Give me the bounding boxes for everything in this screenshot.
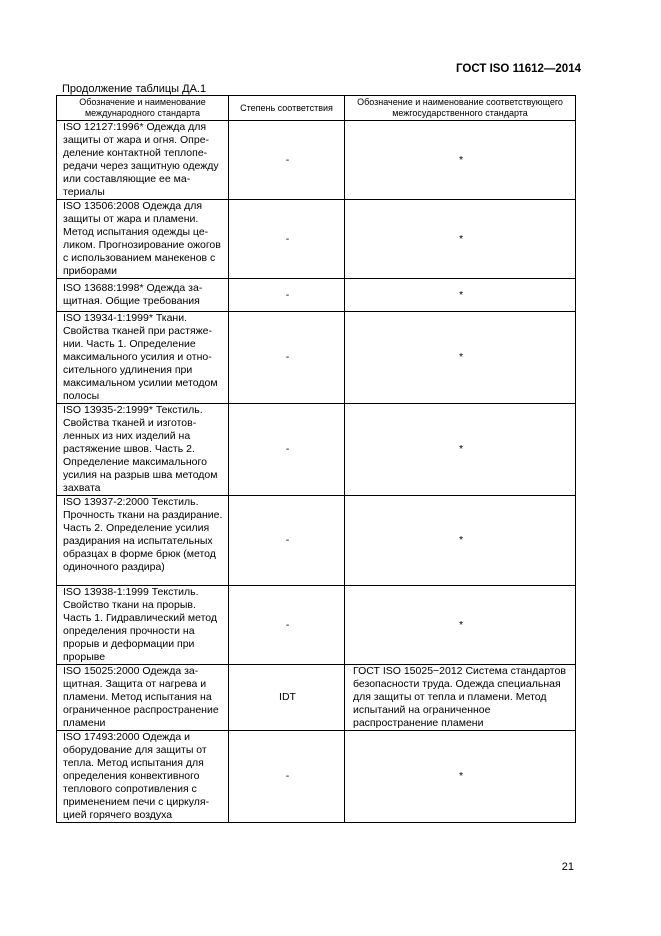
column-header-interstate: Обозначение и наименование соответствующего межгосударственного стандарта bbox=[345, 96, 576, 121]
cell-equivalent: * bbox=[345, 121, 576, 200]
cell-equivalent: * bbox=[345, 586, 576, 665]
cell-equivalent: * bbox=[345, 496, 576, 586]
cell-standard: ISO 13938-1:1999 Текстиль. Свойство ткани на прорыв. Часть 1. Гидравлический метод определения прочности на прорыв и деформации при прорыве bbox=[57, 586, 229, 665]
table-row bbox=[57, 279, 576, 312]
cell-equivalent: ГОСТ ISO 15025−2012 Система стандартов безопасности труда. Одежда специальная для защиты от тепла и пламени. Метод испытаний на ограниченное распространение пламени bbox=[345, 665, 576, 731]
table-row bbox=[57, 404, 576, 496]
table-header-row bbox=[57, 96, 576, 121]
cell-standard: ISO 13688:1998* Одежда защитная. Общие требования bbox=[57, 279, 229, 312]
standards-table bbox=[56, 95, 576, 823]
cell-equivalent: * bbox=[345, 731, 576, 823]
table-row bbox=[57, 121, 576, 200]
cell-equivalent: * bbox=[345, 279, 576, 312]
cell-degree: - bbox=[229, 586, 345, 665]
column-header-international: Обозначение и наименование международного стандарта bbox=[57, 96, 229, 121]
cell-standard: ISO 13935-2:1999* Текстиль. Свойства тканей и изготовленных из них изделий на растяжение швов. Часть 2. Определение максимального усилия на разрыв шва методом захвата bbox=[57, 404, 229, 496]
cell-degree: - bbox=[229, 731, 345, 823]
table-caption: Продолжение таблицы ДА.1 bbox=[62, 83, 207, 95]
column-header-degree: Степень соответствия bbox=[229, 96, 345, 121]
table-row bbox=[57, 731, 576, 823]
cell-degree: - bbox=[229, 404, 345, 496]
table-row bbox=[57, 665, 576, 731]
cell-equivalent: * bbox=[345, 404, 576, 496]
document-title: ГОСТ ISO 11612—2014 bbox=[456, 63, 581, 75]
table-row bbox=[57, 312, 576, 404]
cell-equivalent: * bbox=[345, 200, 576, 279]
cell-standard: ISO 15025:2000 Одежда защитная. Защита от нагрева и пламени. Метод испытания на ограниченное распространение пламени bbox=[57, 665, 229, 731]
cell-standard: ISO 13937-2:2000 Текстиль. Прочность ткани на раздирание. Часть 2. Определение усилия раздирания на испытательных образцах в форме брюк (метод одиночного раздира) bbox=[57, 496, 229, 586]
cell-standard: ISO 13934-1:1999* Ткани. Свойства тканей при растяжении. Часть 1. Определение максимального усилия и относительного удлинения при максимальном усилии методом полосы bbox=[57, 312, 229, 404]
cell-degree: - bbox=[229, 279, 345, 312]
cell-degree: - bbox=[229, 496, 345, 586]
cell-equivalent: * bbox=[345, 312, 576, 404]
cell-degree: IDT bbox=[229, 665, 345, 731]
cell-standard: ISO 12127:1996* Одежда для защиты от жара и огня. Определение контактной теплопередачи через защитную одежду или составляющие ее материалы bbox=[57, 121, 229, 200]
cell-standard: ISO 17493:2000 Одежда и оборудование для защиты от тепла. Метод испытания для определения конвективного теплового сопротивления с применением печи с циркуляцией горячего воздуха bbox=[57, 731, 229, 823]
cell-standard: ISO 13506:2008 Одежда для защиты от жара и пламени. Метод испытания одежды целиком. Прогнозирование ожогов с использованием манекенов с приборами bbox=[57, 200, 229, 279]
table-row bbox=[57, 586, 576, 665]
table-row bbox=[57, 200, 576, 279]
table-row bbox=[57, 496, 576, 586]
cell-degree: - bbox=[229, 312, 345, 404]
cell-degree: - bbox=[229, 121, 345, 200]
page-number: 21 bbox=[561, 861, 574, 873]
cell-degree: - bbox=[229, 200, 345, 279]
